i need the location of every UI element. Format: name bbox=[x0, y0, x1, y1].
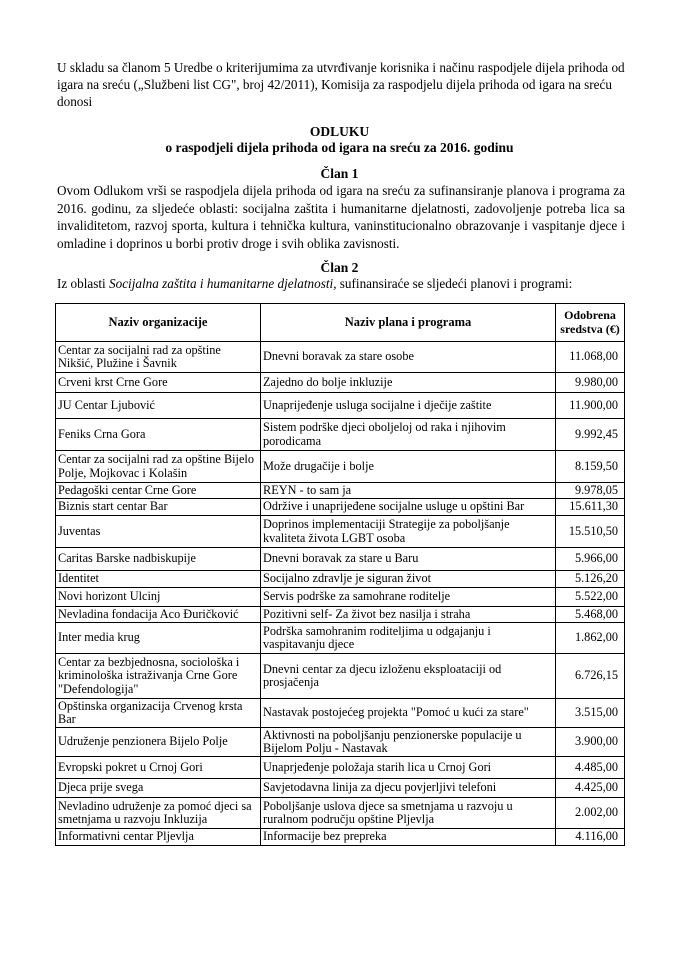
program-cell: Nastavak postojećeg projekta "Pomoć u kući za stare" bbox=[261, 699, 556, 728]
program-cell: Dnevni centar za djecu izloženu eksploataciji od prosjačenja bbox=[261, 654, 556, 699]
program-cell: REYN - to sam ja bbox=[261, 483, 556, 499]
organization-cell: JU Centar Ljubović bbox=[56, 393, 261, 419]
table-row bbox=[56, 607, 625, 623]
program-cell: Dnevni boravak za stare osobe bbox=[261, 342, 556, 373]
table-row bbox=[56, 548, 625, 571]
organization-cell: Juventas bbox=[56, 516, 261, 548]
table-row bbox=[56, 654, 625, 699]
table-row bbox=[56, 342, 625, 373]
table-row bbox=[56, 483, 625, 499]
organization-cell: Djeca prije svega bbox=[56, 779, 261, 798]
organization-cell: Informativni centar Pljevlja bbox=[56, 829, 261, 846]
program-cell: Može drugačije i bolje bbox=[261, 451, 556, 483]
program-cell: Podrška samohranim roditeljima u odgajanju i vaspitavanju djece bbox=[261, 623, 556, 654]
amount-cell: 15.611,30 bbox=[556, 499, 625, 516]
amount-cell: 9.980,00 bbox=[556, 373, 625, 393]
amount-cell: 11.900,00 bbox=[556, 393, 625, 419]
table-row bbox=[56, 779, 625, 798]
amount-cell: 5.522,00 bbox=[556, 588, 625, 607]
amount-cell: 5.966,00 bbox=[556, 548, 625, 571]
program-cell: Održive i unaprijeđene socijalne usluge u opštini Bar bbox=[261, 499, 556, 516]
program-cell: Servis podrške za samohrane roditelje bbox=[261, 588, 556, 607]
amount-cell: 4.425,00 bbox=[556, 779, 625, 798]
article-2-text bbox=[57, 275, 625, 293]
table-row bbox=[56, 829, 625, 846]
header-amount: Odobrena sredstva (€) bbox=[556, 304, 625, 342]
table-row bbox=[56, 623, 625, 654]
header-organization: Naziv organizacije bbox=[56, 304, 261, 342]
article-2-suffix: , sufinansiraće se sljedeći planovi i programi: bbox=[333, 276, 573, 291]
organization-cell: Pedagoški centar Crne Gore bbox=[56, 483, 261, 499]
program-cell: Savjetodavna linija za djecu povjerljivi telefoni bbox=[261, 779, 556, 798]
decision-subtitle: o raspodjeli dijela prihoda od igara na sreću za 2016. godinu bbox=[165, 140, 514, 155]
organization-cell: Centar za bezbjednosna, sociološka i kriminološka istraživanja Crne Gore "Defendologija" bbox=[56, 654, 261, 699]
organization-cell: Evropski pokret u Crnoj Gori bbox=[56, 757, 261, 779]
organization-cell: Caritas Barske nadbiskupije bbox=[56, 548, 261, 571]
table-row bbox=[56, 757, 625, 779]
article-2-prefix: Iz oblasti bbox=[57, 276, 110, 291]
program-cell: Poboljšanje uslova djece sa smetnjama u razvoju u ruralnom području opštine Pljevlja bbox=[261, 798, 556, 829]
program-cell: Informacije bez prepreka bbox=[261, 829, 556, 846]
program-cell: Unaprijeđenje usluga socijalne i dječije zaštite bbox=[261, 393, 556, 419]
amount-cell: 9.992,45 bbox=[556, 419, 625, 451]
organization-cell: Feniks Crna Gora bbox=[56, 419, 261, 451]
organization-cell: Biznis start centar Bar bbox=[56, 499, 261, 516]
table-row bbox=[56, 516, 625, 548]
amount-cell: 2.002,00 bbox=[556, 798, 625, 829]
program-cell: Aktivnosti na poboljšanju penzionerske populacije u Bijelom Polju - Nastavak bbox=[261, 728, 556, 757]
table-row bbox=[56, 798, 625, 829]
program-cell: Doprinos implementaciji Strategije za poboljšanje kvaliteta života LGBT osoba bbox=[261, 516, 556, 548]
amount-cell: 4.116,00 bbox=[556, 829, 625, 846]
organization-cell: Udruženje penzionera Bijelo Polje bbox=[56, 728, 261, 757]
table-row bbox=[56, 499, 625, 516]
organization-cell: Novi horizont Ulcinj bbox=[56, 588, 261, 607]
intro-paragraph: U skladu sa članom 5 Uredbe o kriterijumima za utvrđivanje korisnika i načinu raspodjele dijela prihoda od igara na sreću („Službeni list CG", broj 42/2011), Komisija za raspodjelu dijela prihoda od igara na sreću donosi bbox=[57, 60, 625, 109]
table-row bbox=[56, 451, 625, 483]
organization-cell: Crveni krst Crne Gore bbox=[56, 373, 261, 393]
table-row bbox=[56, 699, 625, 728]
program-cell: Zajedno do bolje inkluzije bbox=[261, 373, 556, 393]
table-row bbox=[56, 728, 625, 757]
amount-cell: 11.068,00 bbox=[556, 342, 625, 373]
amount-cell: 5.126,20 bbox=[556, 571, 625, 588]
table-row bbox=[56, 419, 625, 451]
table-row bbox=[56, 393, 625, 419]
article-1-heading: Član 1 bbox=[320, 166, 359, 181]
amount-cell: 8.159,50 bbox=[556, 451, 625, 483]
organization-cell: Centar za socijalni rad za opštine Nikšić, Plužine i Šavnik bbox=[56, 342, 261, 373]
program-cell: Unaprjeđenje položaja starih lica u Crnoj Gori bbox=[261, 757, 556, 779]
article-2-area: Socijalna zaštita i humanitarne djelatnosti bbox=[109, 276, 334, 291]
table-row bbox=[56, 373, 625, 393]
program-cell: Dnevni boravak za stare u Baru bbox=[261, 548, 556, 571]
article-2-heading: Član 2 bbox=[320, 260, 359, 275]
program-cell: Sistem podrške djeci oboljeloj od raka i njihovim porodicama bbox=[261, 419, 556, 451]
amount-cell: 9.978,05 bbox=[556, 483, 625, 499]
program-cell: Pozitivni self- Za život bez nasilja i straha bbox=[261, 607, 556, 623]
amount-cell: 1.862,00 bbox=[556, 623, 625, 654]
table-row bbox=[56, 588, 625, 607]
amount-cell: 3.900,00 bbox=[556, 728, 625, 757]
organization-cell: Opštinska organizacija Crvenog krsta Bar bbox=[56, 699, 261, 728]
table-header-row bbox=[56, 304, 625, 342]
table-row bbox=[56, 571, 625, 588]
organization-cell: Nevladino udruženje za pomoć djeci sa smetnjama u razvoju Inkluzija bbox=[56, 798, 261, 829]
amount-cell: 15.510,50 bbox=[556, 516, 625, 548]
organization-cell: Nevladina fondacija Aco Đuričković bbox=[56, 607, 261, 623]
decision-title: ODLUKU bbox=[309, 124, 370, 139]
header-program: Naziv plana i programa bbox=[261, 304, 556, 342]
amount-cell: 6.726,15 bbox=[556, 654, 625, 699]
amount-cell: 5.468,00 bbox=[556, 607, 625, 623]
organization-cell: Identitet bbox=[56, 571, 261, 588]
article-1-text: Ovom Odlukom vrši se raspodjela dijela prihoda od igara na sreću za sufinansiranje planova i programa za 2016. godinu, za sljedeće oblasti: socijalna zaštita i humanitarne djelatnosti, zadovoljenje potreba lica sa invaliditetom, razvoj sporta, kultura i tehnička kultura, vaninstitucionalno obrazovanje i vaspitanje djece i omladine i doprinos u borbi protiv droge i svih oblika zavisnosti. bbox=[57, 183, 625, 251]
allocation-table bbox=[55, 303, 625, 846]
program-cell: Socijalno zdravlje je siguran život bbox=[261, 571, 556, 588]
organization-cell: Centar za socijalni rad za opštine Bijelo Polje, Mojkovac i Kolašin bbox=[56, 451, 261, 483]
amount-cell: 4.485,00 bbox=[556, 757, 625, 779]
amount-cell: 3.515,00 bbox=[556, 699, 625, 728]
organization-cell: Inter media krug bbox=[56, 623, 261, 654]
